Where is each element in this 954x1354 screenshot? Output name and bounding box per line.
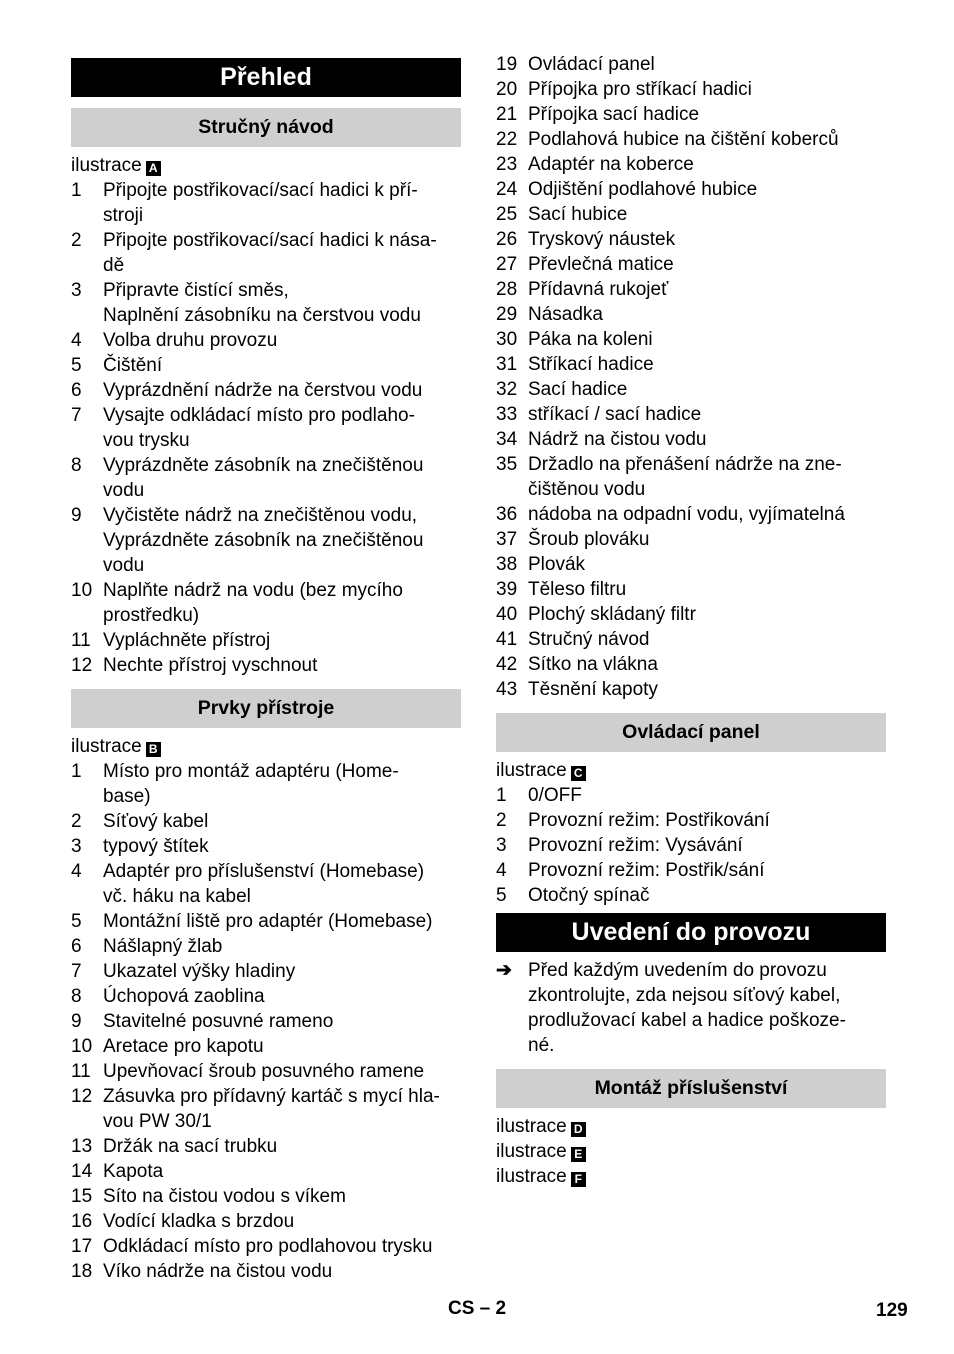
list-item-number: 4	[71, 330, 82, 351]
list-item-number: 17	[71, 1236, 93, 1257]
list-item-text: Sací hubice	[528, 204, 628, 225]
list-item-number: 1	[496, 785, 507, 806]
startup-heading: Uvedení do provozu	[496, 913, 886, 952]
list-item-number: 9	[71, 1011, 82, 1032]
page-section-label: CS – 2	[448, 1298, 507, 1319]
list-item	[496, 652, 886, 677]
list-item	[496, 602, 886, 627]
list-item	[71, 578, 461, 628]
list-item-text: stříkací / sací hadice	[528, 404, 702, 425]
list-item-number: 13	[71, 1136, 93, 1157]
list-item	[496, 883, 886, 908]
list-item-text: Nášlapný žlab	[103, 936, 223, 957]
list-item-number: 2	[71, 230, 82, 251]
list-item-number: 5	[71, 355, 82, 376]
list-item-text: Odjištění podlahové hubice	[528, 179, 758, 200]
list-item-text: 0/OFF	[528, 785, 582, 806]
list-item	[71, 278, 461, 328]
list-item	[496, 677, 886, 702]
list-item	[496, 127, 886, 152]
list-item	[71, 178, 461, 228]
list-item-number: 10	[71, 1036, 93, 1057]
arrow-right-icon: ➔	[496, 960, 512, 981]
list-item-text: Přídavná rukojeť	[528, 279, 669, 300]
quick-guide-illustration: ilustrace A	[71, 153, 461, 178]
list-item	[496, 858, 886, 883]
list-item	[71, 1234, 461, 1259]
list-item-text: Připojte postřikovací/sací hadici k pří- stroji	[103, 180, 418, 226]
list-item-text: Tryskový náustek	[528, 229, 676, 250]
list-item-number: 36	[496, 504, 518, 525]
list-item	[496, 833, 886, 858]
list-item-text: nádoba na odpadní vodu, vyjímatelná	[528, 504, 845, 525]
list-item	[496, 152, 886, 177]
list-item-number: 34	[496, 429, 518, 450]
list-item	[71, 1134, 461, 1159]
list-item	[71, 834, 461, 859]
list-item-text: Aretace pro kapotu	[103, 1036, 264, 1057]
list-item	[71, 628, 461, 653]
list-item	[71, 1184, 461, 1209]
list-item-number: 37	[496, 529, 518, 550]
illustration-letter-b: B	[146, 742, 161, 757]
device-elements-list	[71, 759, 461, 1284]
list-item-number: 5	[496, 885, 507, 906]
device-elements-heading: Prvky přístroje	[71, 689, 461, 728]
illustration-letter-c: C	[571, 766, 586, 781]
device-elements-illustration: ilustrace B	[71, 734, 461, 759]
control-panel-list	[496, 783, 886, 908]
list-item	[496, 577, 886, 602]
list-item	[71, 353, 461, 378]
list-item	[71, 228, 461, 278]
list-item	[496, 302, 886, 327]
list-item	[71, 759, 461, 809]
list-item	[496, 277, 886, 302]
list-item	[496, 252, 886, 277]
list-item	[71, 959, 461, 984]
list-item-text: Ovládací panel	[528, 54, 655, 75]
list-item-text: Připojte postřikovací/sací hadici k násа- dě	[103, 230, 437, 276]
list-item-text: Přípojka sací hadice	[528, 104, 700, 125]
list-item-text: Stručný návod	[528, 629, 650, 650]
list-item	[71, 453, 461, 503]
list-item	[71, 1009, 461, 1034]
list-item-text: Páka na koleni	[528, 329, 653, 350]
list-item-text: Adaptér pro příslušenství (Homebase) vč. háku na kabel	[103, 861, 425, 907]
list-item	[496, 102, 886, 127]
list-item	[71, 403, 461, 453]
list-item-text: Přípojka pro stříkací hadici	[528, 79, 752, 100]
startup-note: ➔ Před každým uvedením do provozu zkontrolujte, zda nejsou síťový kabel, prodlužovací kabel a hadice poškoze- né.	[496, 960, 846, 1056]
control-panel-heading: Ovládací panel	[496, 713, 886, 752]
list-item	[496, 227, 886, 252]
list-item-number: 25	[496, 204, 518, 225]
list-item-text: Násadka	[528, 304, 603, 325]
list-item-text: Držadlo na přenášení nádrže na zne- čištěnou vodu	[528, 454, 842, 500]
list-item-text: Vyprázdnění nádrže na čerstvou vodu	[103, 380, 423, 401]
list-item-text: Upevňovací šroub posuvného ramene	[103, 1061, 425, 1082]
list-item	[496, 327, 886, 352]
list-item-text: Plovák	[528, 554, 586, 575]
list-item-number: 8	[71, 455, 82, 476]
list-item-text: Síto na čistou vodou s víkem	[103, 1186, 346, 1207]
list-item-text: Sací hadice	[528, 379, 628, 400]
list-item-text: Volba druhu provozu	[103, 330, 278, 351]
list-item-text: Vypláchněte přístroj	[103, 630, 271, 651]
list-item	[71, 378, 461, 403]
overview-heading: Přehled	[71, 58, 461, 97]
list-item-number: 11	[71, 1061, 91, 1082]
list-item-number: 19	[496, 54, 518, 75]
list-item	[496, 352, 886, 377]
list-item-text: Plochý skládaný filtr	[528, 604, 696, 625]
list-item-number: 6	[71, 936, 82, 957]
list-item-number: 4	[496, 860, 507, 881]
list-item	[496, 402, 886, 427]
list-item-text: Šroub plováku	[528, 529, 650, 550]
list-item-number: 5	[71, 911, 82, 932]
control-panel-illustration: ilustrace C	[496, 758, 886, 783]
list-item	[496, 52, 886, 77]
page-number: 129	[876, 1300, 908, 1321]
list-item-text: Převlečná matice	[528, 254, 674, 275]
list-item-text: Sítko na vlákna	[528, 654, 658, 675]
list-item-number: 3	[496, 835, 507, 856]
list-item-number: 9	[71, 505, 82, 526]
quick-guide-heading: Stručný návod	[71, 108, 461, 147]
list-item-number: 12	[71, 655, 93, 676]
list-item-text: Vodící kladka s brzdou	[103, 1211, 295, 1232]
list-item	[71, 909, 461, 934]
list-item-text: typový štítek	[103, 836, 209, 857]
list-item-number: 24	[496, 179, 518, 200]
accessory-mounting-heading: Montáž příslušenství	[496, 1069, 886, 1108]
list-item-text: Vyčistěte nádrž na znečištěnou vodu, Vyprázdněte zásobník na znečištěnou vodu	[103, 505, 424, 576]
list-item-text: Provozní režim: Postřikování	[528, 810, 770, 831]
list-item	[71, 1159, 461, 1184]
list-item-text: Připravte čistící směs, Naplnění zásobníku na čerstvou vodu	[103, 280, 421, 326]
list-item-number: 21	[496, 104, 518, 125]
illustration-letter: D	[571, 1122, 586, 1137]
list-item	[71, 809, 461, 834]
list-item-number: 30	[496, 329, 518, 350]
list-item-text: Síťový kabel	[103, 811, 209, 832]
list-item-number: 33	[496, 404, 518, 425]
list-item-text: Otočný spínač	[528, 885, 650, 906]
list-item-text: Montážní liště pro adaptér (Homebase)	[103, 911, 433, 932]
list-item-text: Stavitelné posuvné rameno	[103, 1011, 334, 1032]
list-item	[496, 527, 886, 552]
list-item-number: 1	[71, 761, 82, 782]
list-item-text: Odkládací místo pro podlahovou trysku	[103, 1236, 433, 1257]
list-item	[71, 859, 461, 909]
list-item-text: Víko nádrže na čistou vodu	[103, 1261, 333, 1282]
list-item-number: 26	[496, 229, 518, 250]
list-item-text: Kapota	[103, 1161, 164, 1182]
list-item	[71, 1259, 461, 1284]
list-item-number: 3	[71, 836, 82, 857]
list-item-number: 42	[496, 654, 518, 675]
list-item	[496, 77, 886, 102]
list-item-text: Těsnění kapoty	[528, 679, 658, 700]
list-item	[496, 377, 886, 402]
list-item	[71, 503, 461, 578]
list-item-number: 2	[71, 811, 82, 832]
list-item-text: Čištění	[103, 355, 163, 376]
list-item-text: Držák na sací trubku	[103, 1136, 278, 1157]
list-item-number: 6	[71, 380, 82, 401]
list-item	[496, 502, 886, 527]
list-item-number: 22	[496, 129, 518, 150]
list-item-number: 18	[71, 1261, 93, 1282]
list-item-number: 16	[71, 1211, 93, 1232]
list-item-text: Nádrž na čistou vodu	[528, 429, 707, 450]
list-item-number: 7	[71, 961, 82, 982]
list-item	[71, 984, 461, 1009]
list-item-text: Vysajte odkládací místo pro podlaho- vou trysku	[103, 405, 415, 451]
list-item	[496, 427, 886, 452]
list-item-number: 32	[496, 379, 518, 400]
list-item-number: 20	[496, 79, 518, 100]
list-item	[496, 627, 886, 652]
list-item-number: 14	[71, 1161, 93, 1182]
list-item-number: 27	[496, 254, 518, 275]
list-item-text: Stříkací hadice	[528, 354, 654, 375]
list-item-number: 1	[71, 180, 82, 201]
list-item-text: Místo pro montáž adaptéru (Home- base)	[103, 761, 399, 807]
list-item-number: 4	[71, 861, 82, 882]
list-item	[71, 1084, 461, 1134]
accessory-illustration-ref: ilustrace E	[496, 1139, 886, 1164]
list-item	[496, 452, 886, 502]
list-item-number: 41	[496, 629, 518, 650]
device-elements-list-continued	[496, 52, 886, 702]
list-item-number: 31	[496, 354, 518, 375]
list-item-text: Vyprázdněte zásobník na znečištěnou vodu	[103, 455, 424, 501]
list-item	[496, 783, 886, 808]
list-item-number: 39	[496, 579, 518, 600]
list-item	[496, 552, 886, 577]
list-item-number: 12	[71, 1086, 93, 1107]
list-item	[71, 1034, 461, 1059]
list-item-number: 8	[71, 986, 82, 1007]
illustration-letter-a: A	[146, 161, 161, 176]
list-item-text: Provozní režim: Postřik/sání	[528, 860, 765, 881]
accessory-illustration-ref: ilustrace F	[496, 1164, 886, 1189]
list-item-number: 7	[71, 405, 82, 426]
list-item-text: Ukazatel výšky hladiny	[103, 961, 296, 982]
quick-guide-list	[71, 178, 461, 678]
list-item-number: 28	[496, 279, 518, 300]
accessory-mounting-illustrations	[496, 1114, 886, 1189]
list-item-number: 38	[496, 554, 518, 575]
right-column	[496, 52, 886, 1189]
list-item	[496, 808, 886, 833]
list-item	[71, 653, 461, 678]
list-item-text: Naplňte nádrž na vodu (bez mycího prostředku)	[103, 580, 403, 626]
list-item-number: 23	[496, 154, 518, 175]
illustration-letter: E	[571, 1147, 586, 1162]
list-item	[496, 177, 886, 202]
list-item-text: Úchopová zaoblina	[103, 986, 265, 1007]
list-item-text: Provozní režim: Vysávání	[528, 835, 743, 856]
list-item	[71, 934, 461, 959]
list-item	[71, 328, 461, 353]
list-item-number: 10	[71, 580, 93, 601]
list-item	[496, 202, 886, 227]
list-item-number: 3	[71, 280, 82, 301]
left-column	[71, 58, 461, 1284]
list-item-text: Zásuvka pro přídavný kartáč s mycí hla- vou PW 30/1	[103, 1086, 440, 1132]
list-item-number: 40	[496, 604, 518, 625]
list-item	[71, 1059, 461, 1084]
list-item-number: 43	[496, 679, 518, 700]
accessory-illustration-ref: ilustrace D	[496, 1114, 886, 1139]
list-item-number: 29	[496, 304, 518, 325]
list-item-number: 2	[496, 810, 507, 831]
list-item-text: Podlahová hubice na čištění koberců	[528, 129, 839, 150]
list-item-text: Těleso filtru	[528, 579, 627, 600]
list-item	[71, 1209, 461, 1234]
list-item-number: 11	[71, 630, 91, 651]
list-item-number: 35	[496, 454, 518, 475]
illustration-letter: F	[571, 1172, 586, 1187]
list-item-text: Nechte přístroj vyschnout	[103, 655, 318, 676]
list-item-number: 15	[71, 1186, 93, 1207]
list-item-text: Adaptér na koberce	[528, 154, 694, 175]
